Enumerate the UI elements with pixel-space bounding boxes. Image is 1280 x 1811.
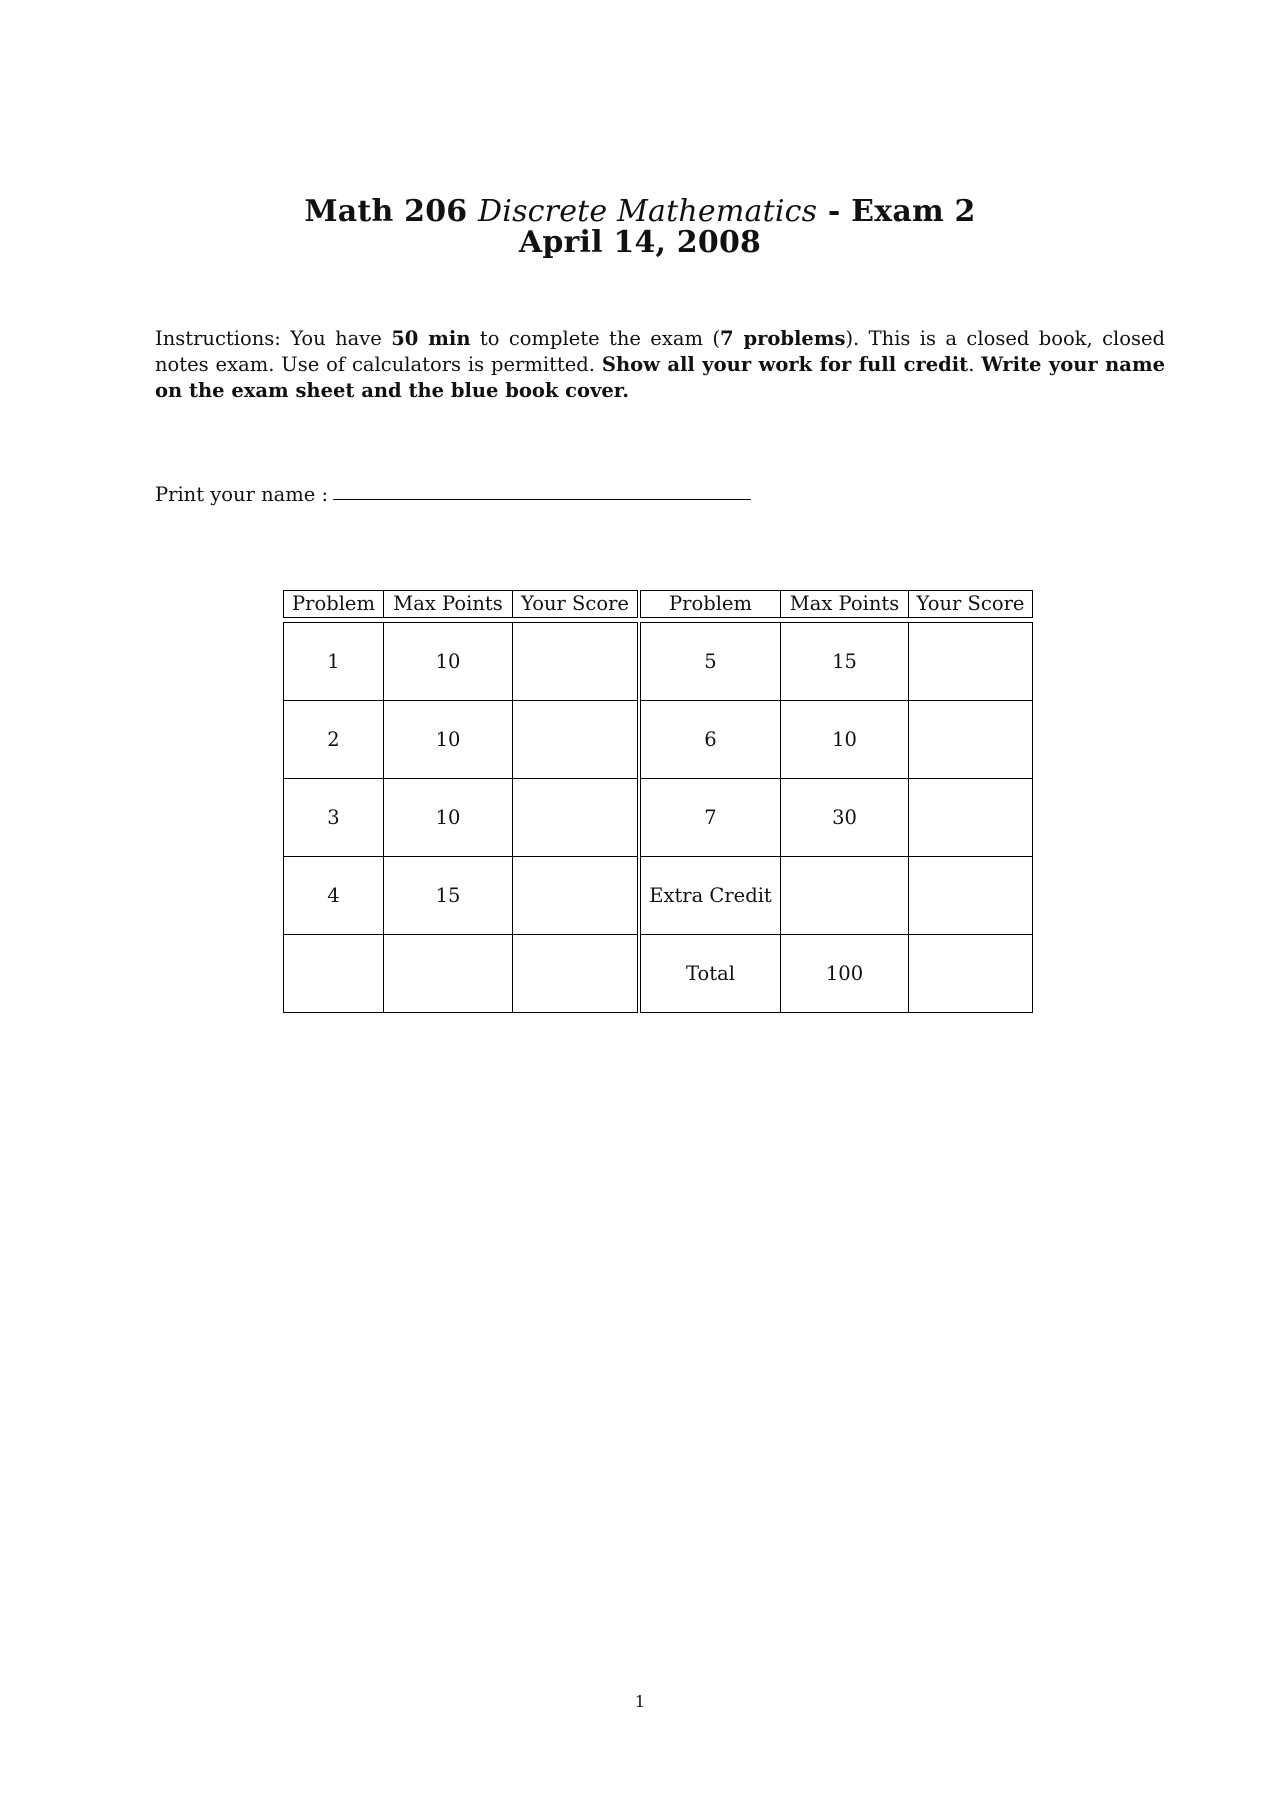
max-points-cell: 30 xyxy=(781,779,909,857)
exam-date: April 14, 2008 xyxy=(518,225,762,260)
instr-text-4: . xyxy=(968,353,982,376)
score-cell[interactable] xyxy=(513,935,640,1013)
max-points-cell: 10 xyxy=(781,701,909,779)
header-cell: Problem xyxy=(284,591,384,618)
table-row xyxy=(284,779,1033,857)
score-table xyxy=(283,590,1033,1013)
score-cell[interactable] xyxy=(909,779,1033,857)
table-row xyxy=(284,935,1033,1013)
score-cell[interactable] xyxy=(513,623,640,701)
instr-show-work: Show all your work for full credit xyxy=(601,353,969,376)
problem-cell: 1 xyxy=(284,623,384,701)
instr-text-2: to complete the exam ( xyxy=(470,327,720,350)
problem-cell: 7 xyxy=(639,779,781,857)
total-label-cell: Total xyxy=(639,935,781,1013)
instructions xyxy=(155,326,1165,404)
course-code: Math 206 xyxy=(304,194,468,229)
table-row xyxy=(284,701,1033,779)
header-cell: Problem xyxy=(639,591,781,618)
instr-text-1: Instructions: You have xyxy=(155,327,392,350)
table-header-row xyxy=(284,591,1033,618)
title-line-1 xyxy=(0,196,1280,227)
score-cell[interactable] xyxy=(909,857,1033,935)
max-points-cell: 15 xyxy=(781,623,909,701)
problem-cell: Extra Credit xyxy=(639,857,781,935)
instr-write-name: Write your name on the exam sheet and the blue book cover. xyxy=(155,353,1165,402)
problem-cell xyxy=(284,935,384,1013)
table-row xyxy=(284,857,1033,935)
exam-label: - Exam 2 xyxy=(827,194,976,229)
table-row xyxy=(284,623,1033,701)
instr-time: 50 min xyxy=(391,327,471,350)
problem-cell: 5 xyxy=(639,623,781,701)
name-prompt: Print your name : xyxy=(155,483,329,506)
name-field[interactable] xyxy=(333,499,751,500)
course-subject: Discrete Mathematics xyxy=(478,194,818,229)
problem-cell: 4 xyxy=(284,857,384,935)
problem-cell: 2 xyxy=(284,701,384,779)
max-points-cell xyxy=(781,857,909,935)
header-cell: Your Score xyxy=(513,591,640,618)
max-points-cell: 10 xyxy=(384,779,513,857)
total-max-cell: 100 xyxy=(781,935,909,1013)
score-cell[interactable] xyxy=(513,779,640,857)
page-number: 1 xyxy=(634,1692,646,1711)
problem-cell: 6 xyxy=(639,701,781,779)
total-score-cell[interactable] xyxy=(909,935,1033,1013)
header-cell: Max Points xyxy=(384,591,513,618)
score-cell[interactable] xyxy=(513,857,640,935)
problem-cell: 3 xyxy=(284,779,384,857)
max-points-cell: 10 xyxy=(384,623,513,701)
max-points-cell: 10 xyxy=(384,701,513,779)
header-cell: Your Score xyxy=(909,591,1033,618)
instr-problems: 7 problems xyxy=(719,327,846,350)
score-cell[interactable] xyxy=(909,701,1033,779)
header-cell: Max Points xyxy=(781,591,909,618)
max-points-cell: 15 xyxy=(384,857,513,935)
exam-title xyxy=(0,196,1280,258)
score-cell[interactable] xyxy=(909,623,1033,701)
score-cell[interactable] xyxy=(513,701,640,779)
instr-text-3: ). This is a closed book, closed notes exam. Use of calculators is permitted. xyxy=(155,327,1165,376)
max-points-cell xyxy=(384,935,513,1013)
